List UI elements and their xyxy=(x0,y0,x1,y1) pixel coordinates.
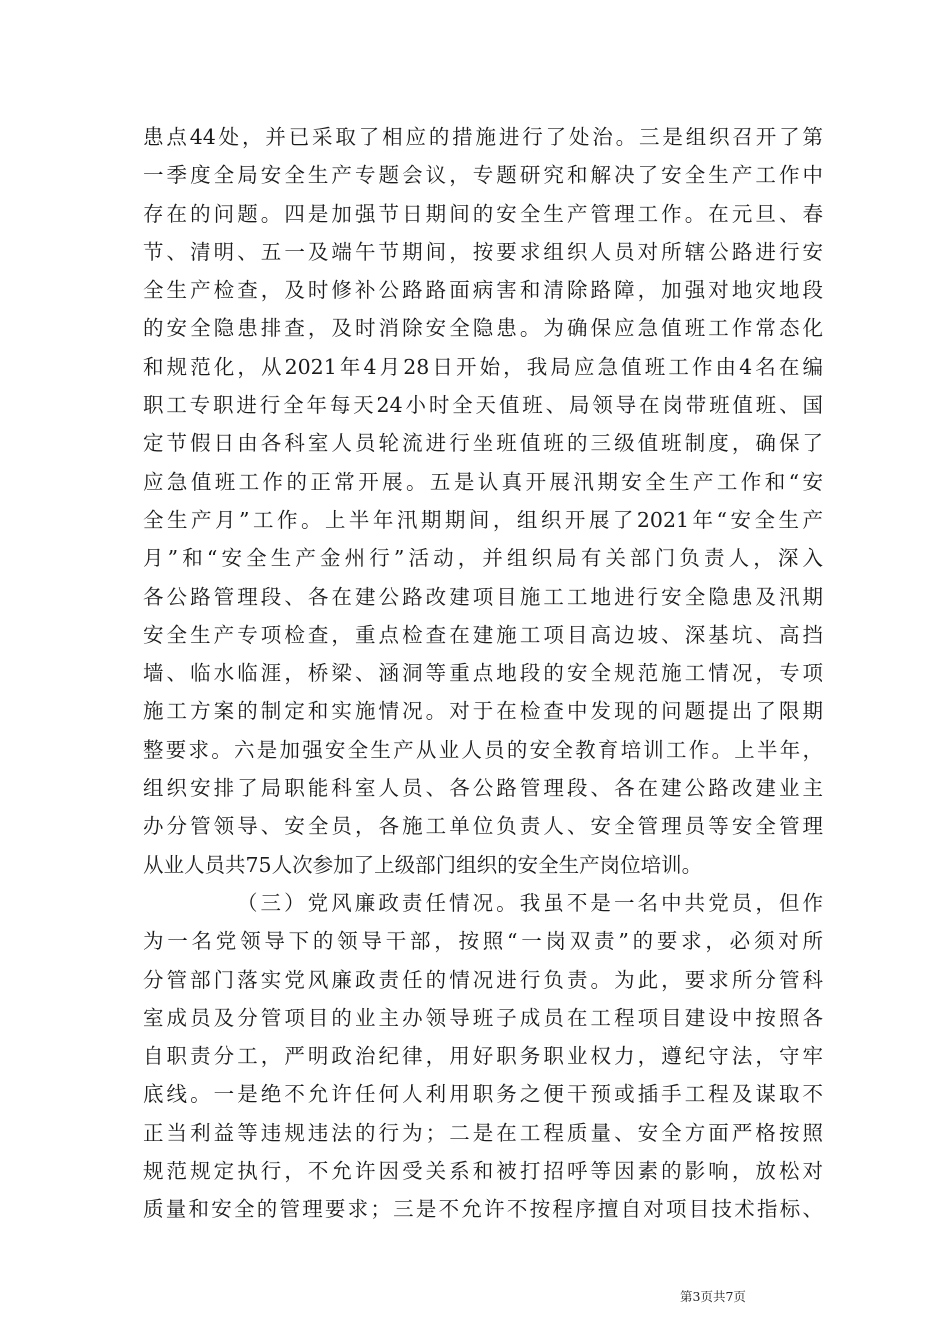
text-line: 室成员及分管项目的业主办领导班子成员在工程项目建设中按照各 xyxy=(143,1005,823,1030)
text-line: 为一名党领导下的领导干部，按照“一岗双责”的要求，必须对所 xyxy=(143,929,823,954)
text-line: 办分管领导、安全员，各施工单位负责人、安全管理员等安全管理 xyxy=(143,814,823,839)
text-line: 应急值班工作的正常开展。五是认真开展汛期安全生产工作和“安 xyxy=(143,469,823,494)
page-number-footer: 第3页共7页 xyxy=(680,1289,746,1304)
text-line: 底线。一是绝不允许任何人利用职务之便干预或插手工程及谋取不 xyxy=(143,1082,823,1107)
text-line: 施工方案的制定和实施情况。对于在检查中发现的问题提出了限期 xyxy=(143,699,823,724)
text-line: 月”和“安全生产金州行”活动，并组织局有关部门负责人，深入 xyxy=(143,546,823,571)
text-line: 墙、临水临涯，桥梁、涵洞等重点地段的安全规范施工情况，专项 xyxy=(143,661,823,686)
text-line: 的安全隐患排查，及时消除安全隐患。为确保应急值班工作常态化 xyxy=(143,316,823,341)
text-line: 安全生产专项检查，重点检查在建施工项目高边坡、深基坑、高挡 xyxy=(143,622,823,647)
text-line: 和规范化，从2021年4月28日开始，我局应急值班工作由4名在编 xyxy=(143,354,823,379)
body-text xyxy=(143,118,823,1229)
text-line: 全生产检查，及时修补公路路面病害和清除路障，加强对地灾地段 xyxy=(143,278,823,303)
text-line: 质量和安全的管理要求；三是不允许不按程序擅自对项目技术指标、 xyxy=(143,1197,823,1222)
text-line: 节、清明、五一及端午节期间，按要求组织人员对所辖公路进行安 xyxy=(143,239,823,264)
text-line: 一季度全局安全生产专题会议，专题研究和解决了安全生产工作中 xyxy=(143,163,823,188)
text-line: 存在的问题。四是加强节日期间的安全生产管理工作。在元旦、春 xyxy=(143,201,823,226)
text-line: 全生产月”工作。上半年汛期期间，组织开展了2021年“安全生产 xyxy=(143,507,823,532)
text-line: 规范规定执行，不允许因受关系和被打招呼等因素的影响，放松对 xyxy=(143,1159,823,1184)
text-line: 各公路管理段、各在建公路改建项目施工工地进行安全隐患及汛期 xyxy=(143,584,823,609)
text-line: 组织安排了局职能科室人员、各公路管理段、各在建公路改建业主 xyxy=(143,776,823,801)
text-line: 患点44处，并已采取了相应的措施进行了处治。三是组织召开了第 xyxy=(143,125,823,149)
text-line: 整要求。六是加强安全生产从业人员的安全教育培训工作。上半年， xyxy=(143,737,823,762)
section-heading-line: （三）党风廉政责任情况。我虽不是一名中共党员，但作 xyxy=(237,890,823,915)
text-line: 分管部门落实党风廉政责任的情况进行负责。为此，要求所分管科 xyxy=(143,967,823,992)
text-line: 正当利益等违规违法的行为；二是在工程质量、安全方面严格按照 xyxy=(143,1120,823,1145)
paragraph-end-line: 从业人员共75人次参加了上级部门组织的安全生产岗位培训。 xyxy=(143,852,703,877)
text-line: 定节假日由各科室人员轮流进行坐班值班的三级值班制度，确保了 xyxy=(143,431,823,456)
text-line: 自职责分工，严明政治纪律，用好职务职业权力，遵纪守法，守牢 xyxy=(143,1044,823,1069)
text-line: 职工专职进行全年每天24小时全天值班、局领导在岗带班值班、国 xyxy=(143,393,823,418)
